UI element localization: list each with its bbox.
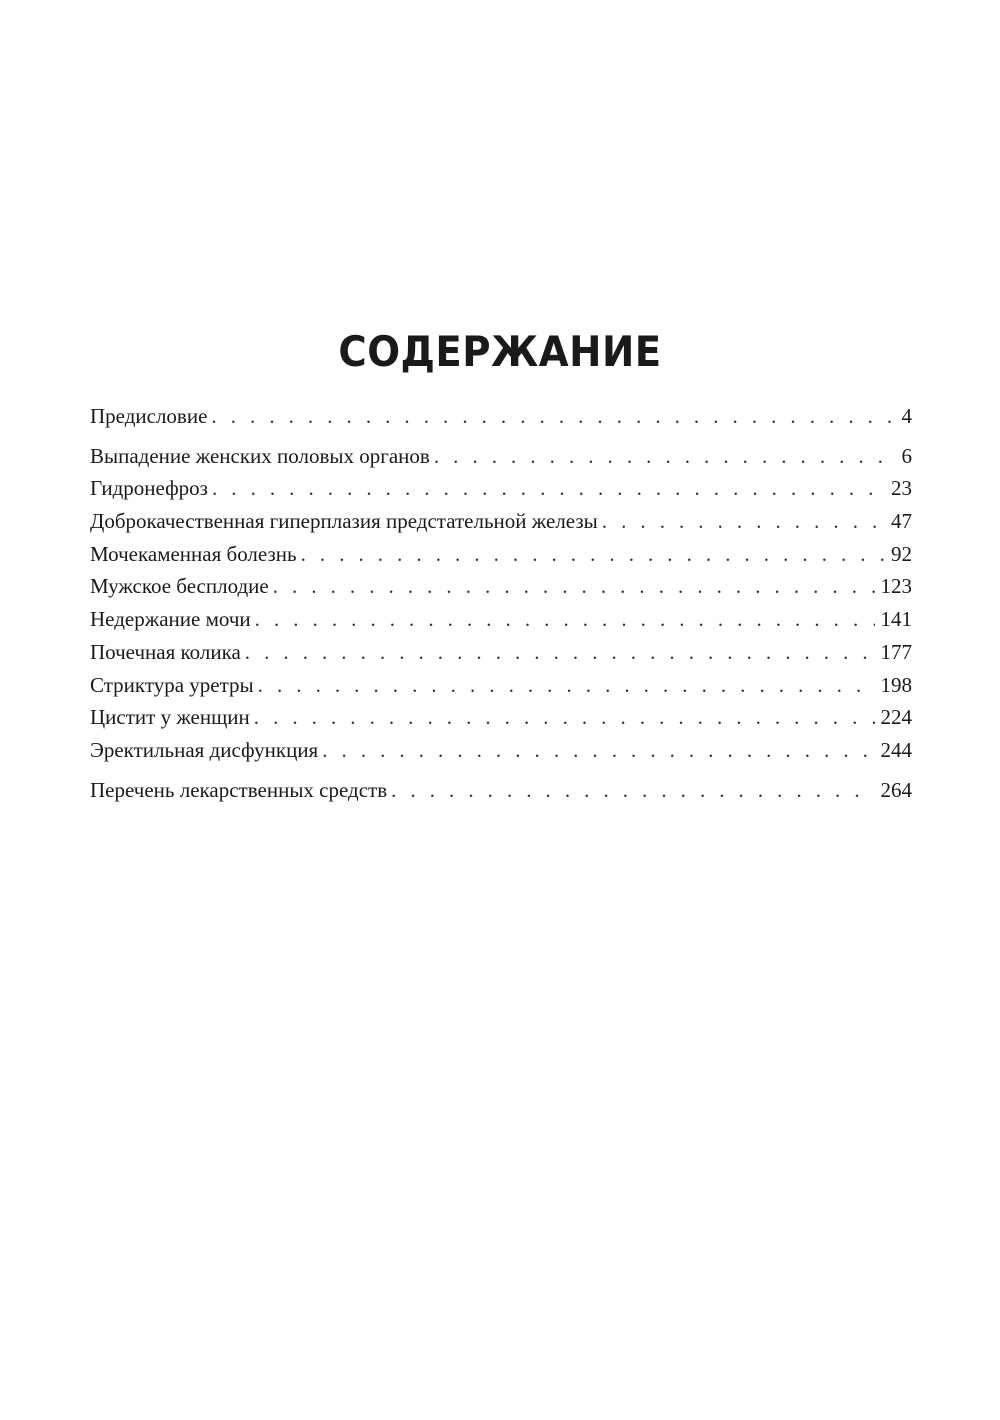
toc-entry-label: Доброкачественная гиперплазия предстательной железы bbox=[90, 509, 598, 534]
toc-entry[interactable] bbox=[90, 440, 912, 473]
toc-entry-label: Мочекаменная болезнь bbox=[90, 541, 297, 566]
table-of-contents bbox=[90, 400, 912, 806]
dot-leader bbox=[245, 636, 875, 668]
toc-entry-page: 198 bbox=[880, 672, 912, 697]
toc-entry[interactable] bbox=[90, 538, 912, 571]
toc-entry-label: Гидронефроз bbox=[90, 476, 208, 501]
toc-entry-label: Цистит у женщин bbox=[90, 705, 250, 730]
toc-entry-page: 23 bbox=[891, 476, 912, 501]
toc-entry-label: Выпадение женских половых органов bbox=[90, 443, 430, 468]
toc-entry-page: 141 bbox=[880, 607, 912, 632]
toc-entry[interactable] bbox=[90, 570, 912, 603]
toc-entry-page: 244 bbox=[880, 737, 912, 762]
toc-entry-page: 224 bbox=[880, 705, 912, 730]
toc-entry-page: 6 bbox=[901, 443, 912, 468]
dot-leader bbox=[211, 400, 895, 432]
toc-entry-label: Мужское бесплодие bbox=[90, 574, 269, 599]
toc-entry-page: 4 bbox=[901, 404, 912, 428]
dot-leader bbox=[301, 538, 885, 570]
toc-entry-label: Предисловие bbox=[90, 404, 208, 428]
toc-entry[interactable] bbox=[90, 669, 912, 702]
toc-entry-label: Почечная колика bbox=[90, 639, 241, 664]
dot-leader bbox=[434, 440, 896, 472]
toc-entry-page: 47 bbox=[891, 509, 912, 534]
toc-entry[interactable] bbox=[90, 400, 912, 433]
toc-entry[interactable] bbox=[90, 472, 912, 505]
toc-entry-page: 92 bbox=[891, 541, 912, 566]
toc-entry-page: 177 bbox=[880, 639, 912, 664]
toc-entry[interactable] bbox=[90, 734, 912, 767]
dot-leader bbox=[255, 603, 875, 635]
page-title: СОДЕРЖАНИЕ bbox=[338, 327, 662, 376]
toc-entry-label: Перечень лекарственных средств bbox=[90, 777, 388, 802]
toc-entry[interactable] bbox=[90, 636, 912, 669]
toc-entry[interactable] bbox=[90, 603, 912, 636]
toc-entry-label: Недержание мочи bbox=[90, 607, 251, 632]
toc-entry-label: Эректильная дисфункция bbox=[90, 737, 319, 762]
toc-entry[interactable] bbox=[90, 701, 912, 734]
toc-entry-label: Стриктура уретры bbox=[90, 672, 254, 697]
toc-entry-page: 123 bbox=[880, 574, 912, 599]
toc-entry[interactable] bbox=[90, 774, 912, 807]
dot-leader bbox=[602, 505, 885, 537]
toc-entry[interactable] bbox=[90, 505, 912, 538]
dot-leader bbox=[391, 774, 874, 806]
dot-leader bbox=[212, 472, 885, 504]
dot-leader bbox=[258, 669, 875, 701]
dot-leader bbox=[273, 570, 875, 602]
dot-leader bbox=[322, 734, 874, 766]
toc-entry-page: 264 bbox=[880, 777, 912, 802]
dot-leader bbox=[254, 701, 875, 733]
